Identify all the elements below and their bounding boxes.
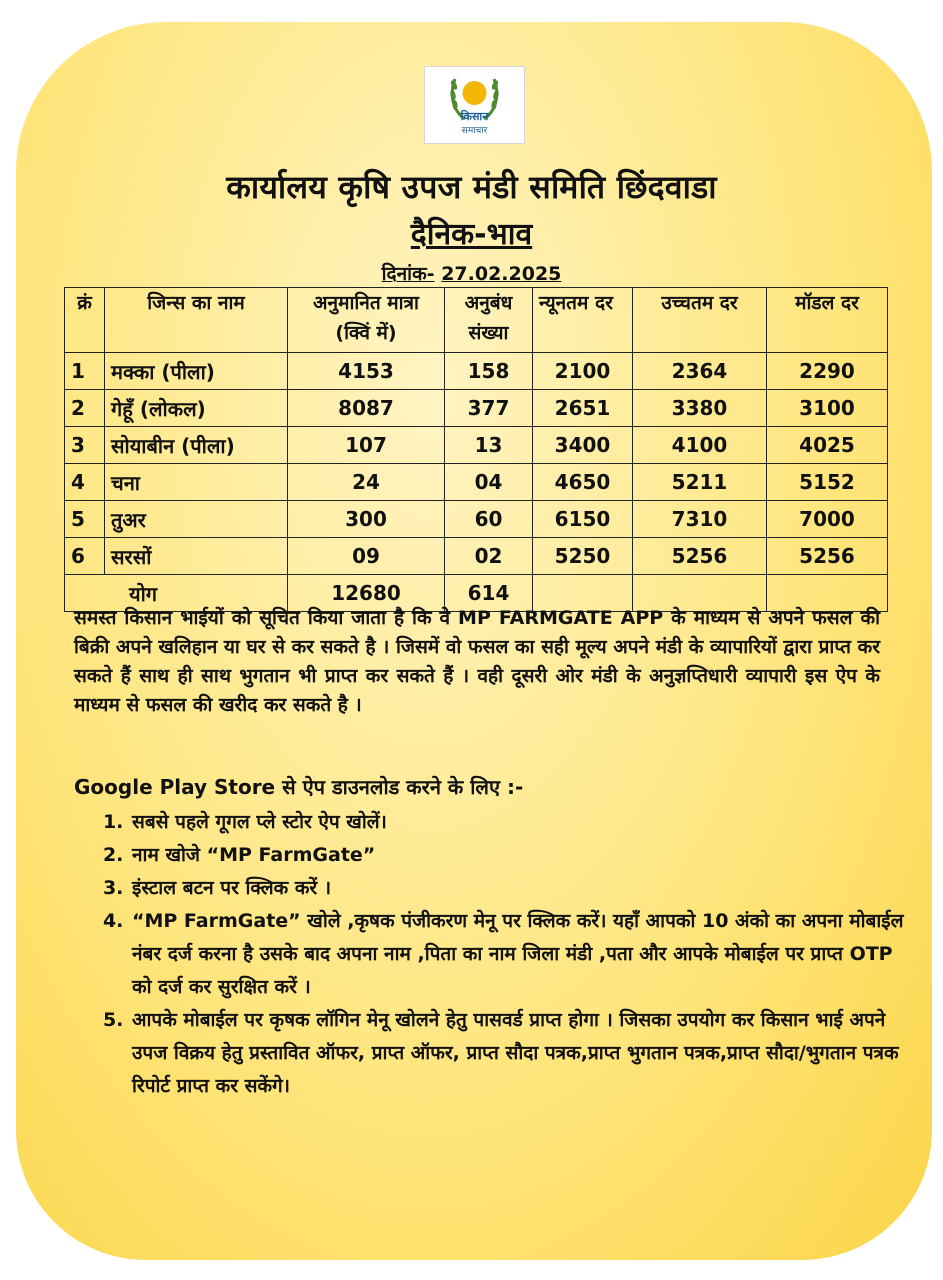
cell-contracts: 158 bbox=[445, 353, 533, 390]
col-header-modal-rate: मॉडल दर bbox=[767, 288, 888, 353]
cell-min-rate: 4650 bbox=[533, 464, 633, 501]
cell-modal-rate: 3100 bbox=[767, 390, 888, 427]
cell-max-rate: 5256 bbox=[633, 538, 767, 575]
col-header-min-rate: न्यूनतम दर bbox=[533, 288, 633, 353]
cell-total-contracts: 614 bbox=[445, 575, 533, 612]
cell-min-rate: 2651 bbox=[533, 390, 633, 427]
cell-contracts: 60 bbox=[445, 501, 533, 538]
table-row bbox=[65, 427, 888, 464]
cell-total-label: योग bbox=[65, 575, 288, 612]
cell-quantity: 24 bbox=[288, 464, 445, 501]
cell-crop: गेहूँ (लोकल) bbox=[105, 390, 288, 427]
cell-quantity: 107 bbox=[288, 427, 445, 464]
cell-min-rate: 6150 bbox=[533, 501, 633, 538]
farmer-notice: समस्त किसान भाईयों को सूचित किया जाता है कि वे MP FARMGATE APP के माध्यम से अपने फसल की बिक्री अपने खलिहान या घर से कर सकते है । जिसमें वो फसल का सही मूल्य अपने मंडी के व्यापारियों द्वारा प्राप्त कर सकते हैं साथ ही साथ भुगतान भी प्राप्त कर सकते हैं । वही दूसरी ओर मंडी के अनुज्ञप्तिधारी व्यापारी इस ऐप के माध्यम से फसल की खरीद कर सकते है । bbox=[74, 607, 880, 716]
cell-quantity: 8087 bbox=[288, 390, 445, 427]
rates-table bbox=[64, 287, 888, 612]
cell-crop: चना bbox=[105, 464, 288, 501]
cell-contracts: 04 bbox=[445, 464, 533, 501]
wheat-emblem-icon bbox=[425, 67, 524, 143]
date-label: दिनांक- bbox=[381, 263, 435, 285]
cell-max-rate: 7310 bbox=[633, 501, 767, 538]
install-steps-list bbox=[102, 806, 904, 1103]
cell-modal-rate: 2290 bbox=[767, 353, 888, 390]
cell-serial: 5 bbox=[65, 501, 105, 538]
cell-crop: तुअर bbox=[105, 501, 288, 538]
cell-max-rate: 4100 bbox=[633, 427, 767, 464]
list-item: 2. नाम खोजे “MP FarmGate” bbox=[130, 839, 904, 872]
cell-contracts: 02 bbox=[445, 538, 533, 575]
cell-crop: सोयाबीन (पीला) bbox=[105, 427, 288, 464]
cell-modal-rate: 4025 bbox=[767, 427, 888, 464]
col-header-serial: क्रं bbox=[65, 288, 105, 353]
col-header-quantity: अनुमानित मात्रा (क्विं में) bbox=[288, 288, 445, 353]
kisan-samachar-logo bbox=[424, 66, 525, 144]
page-title: कार्यालय कृषि उपज मंडी समिति छिंदवाडा bbox=[226, 168, 717, 206]
logo-text-line2: समाचार bbox=[461, 126, 488, 136]
cell-serial: 4 bbox=[65, 464, 105, 501]
table-row bbox=[65, 464, 888, 501]
table-row bbox=[65, 538, 888, 575]
cell-serial: 2 bbox=[65, 390, 105, 427]
table-header-row bbox=[65, 288, 888, 353]
list-item: 5. आपके मोबाईल पर कृषक लॉगिन मेनू खोलने हेतु पासवर्ड प्राप्त होगा । जिसका उपयोग कर किसान भाई अपने उपज विक्रय हेतु प्रस्तावित ऑफर, प्राप्त ऑफर, प्राप्त सौदा पत्रक,प्राप्त भुगतान पत्रक,प्राप्त सौदा/भुगतान पत्रक रिपोर्ट प्राप्त कर सकेंगे। bbox=[130, 1004, 904, 1103]
google-play-heading: Google Play Store से ऐप डाउनलोड करने के लिए :- bbox=[74, 775, 524, 799]
table-row bbox=[65, 390, 888, 427]
cell-contracts: 377 bbox=[445, 390, 533, 427]
col-header-crop: जिन्स का नाम bbox=[105, 288, 288, 353]
cell-total-quantity: 12680 bbox=[288, 575, 445, 612]
col-header-contracts: अनुबंध संख्या bbox=[445, 288, 533, 353]
subtitle-text: दैनिक-भाव bbox=[410, 217, 533, 252]
cell-min-rate: 5250 bbox=[533, 538, 633, 575]
page-subtitle bbox=[0, 212, 943, 253]
list-item: 4. “MP FarmGate” खोले ,कृषक पंजीकरण मेनू पर क्लिक करें। यहाँ आपको 10 अंको का अपना मोबाईल नंबर दर्ज करना है उसके बाद अपना नाम ,पिता का नाम जिला मंडी ,पता और आपके मोबाईल पर प्राप्त OTP को दर्ज कर सुरक्षित करें । bbox=[130, 905, 904, 1004]
cell-quantity: 09 bbox=[288, 538, 445, 575]
date-value: 27.02.2025 bbox=[441, 263, 562, 285]
cell-serial: 6 bbox=[65, 538, 105, 575]
table-row bbox=[65, 353, 888, 390]
list-item: 3. इंस्टाल बटन पर क्लिक करें । bbox=[130, 872, 904, 905]
logo-text-line1: किसान bbox=[460, 110, 489, 123]
cell-quantity: 300 bbox=[288, 501, 445, 538]
cell-max-rate: 2364 bbox=[633, 353, 767, 390]
cell-min-rate: 2100 bbox=[533, 353, 633, 390]
list-item: 1. सबसे पहले गूगल प्ले स्टोर ऐप खोलें। bbox=[130, 806, 904, 839]
cell-max-rate: 3380 bbox=[633, 390, 767, 427]
cell-contracts: 13 bbox=[445, 427, 533, 464]
cell-max-rate: 5211 bbox=[633, 464, 767, 501]
cell-quantity: 4153 bbox=[288, 353, 445, 390]
col-header-max-rate: उच्चतम दर bbox=[633, 288, 767, 353]
cell-serial: 1 bbox=[65, 353, 105, 390]
cell-serial: 3 bbox=[65, 427, 105, 464]
cell-modal-rate: 5256 bbox=[767, 538, 888, 575]
cell-crop: मक्का (पीला) bbox=[105, 353, 288, 390]
cell-modal-rate: 5152 bbox=[767, 464, 888, 501]
cell-modal-rate: 7000 bbox=[767, 501, 888, 538]
cell-min-rate: 3400 bbox=[533, 427, 633, 464]
date-line bbox=[0, 260, 943, 286]
cell-crop: सरसों bbox=[105, 538, 288, 575]
table-row bbox=[65, 501, 888, 538]
